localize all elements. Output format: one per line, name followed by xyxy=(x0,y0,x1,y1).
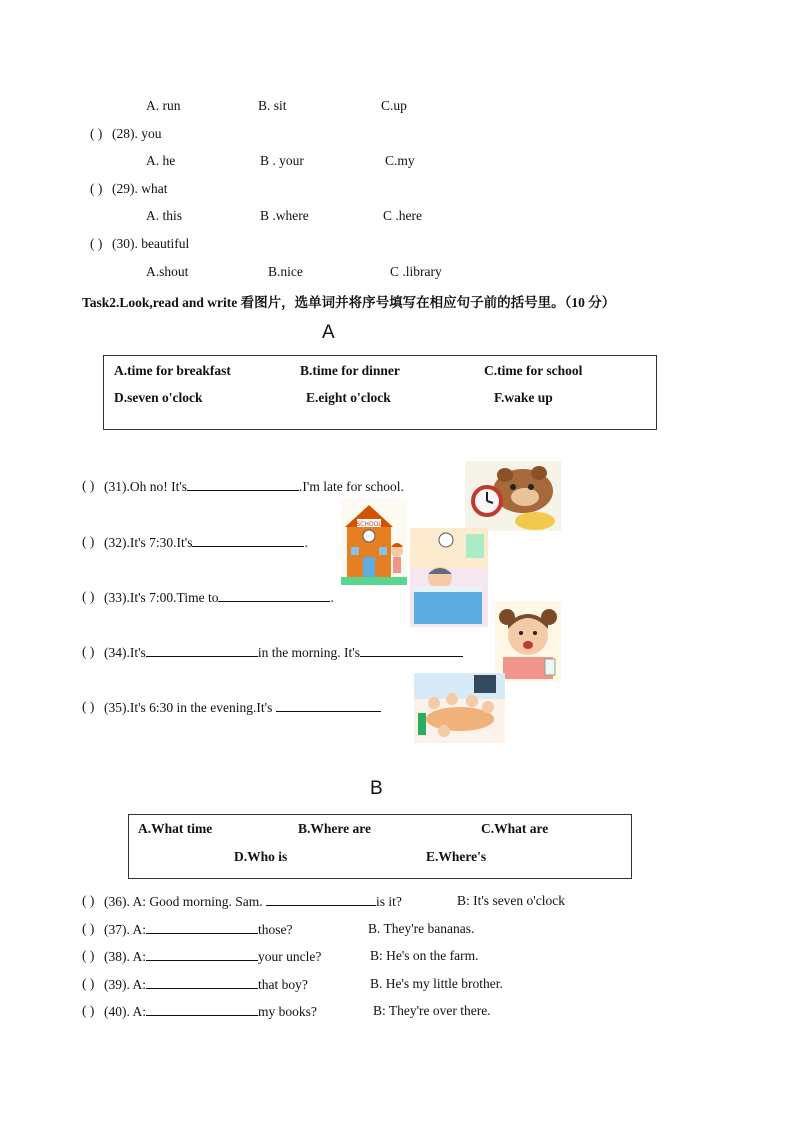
section-a-word-bank xyxy=(103,355,657,430)
q37-text xyxy=(104,921,293,938)
q35-paren[interactable]: ( ) xyxy=(82,699,95,714)
q32-pre: (32).It's 7:30.It's xyxy=(104,535,193,550)
q31-blank[interactable] xyxy=(187,478,299,491)
q31-post: .I'm late for school. xyxy=(299,479,404,494)
q29-option-a: A. this xyxy=(146,208,183,223)
q29-stem: (29). what xyxy=(112,181,168,196)
word-bank-option: A.time for breakfast xyxy=(114,363,231,378)
q37-answer: B. They're bananas. xyxy=(368,921,475,936)
q39-mid: that boy? xyxy=(258,977,308,992)
q33-paren[interactable]: ( ) xyxy=(82,589,95,604)
q34-blank-1[interactable] xyxy=(146,644,258,657)
word-bank-option: D.seven o'clock xyxy=(114,390,203,405)
q31-text xyxy=(104,478,404,495)
q34-paren[interactable]: ( ) xyxy=(82,644,95,659)
q31-paren[interactable]: ( ) xyxy=(82,478,95,493)
q32-paren[interactable]: ( ) xyxy=(82,534,95,549)
section-b-label: B xyxy=(370,778,383,799)
q37-pre: (37). A: xyxy=(104,922,146,937)
q30-option-a: A.shout xyxy=(146,264,189,279)
q29-option-b: B .where xyxy=(260,208,309,223)
svg-text:SCHOOL: SCHOOL xyxy=(356,521,382,528)
q27-option-a: A. run xyxy=(146,98,181,113)
q34-blank-2[interactable] xyxy=(360,644,463,657)
wake-up-image xyxy=(410,528,488,627)
q36-mid: is it? xyxy=(376,894,402,909)
word-bank-option: D.Who is xyxy=(234,849,288,864)
q40-blank[interactable] xyxy=(146,1003,258,1016)
q40-paren[interactable]: ( ) xyxy=(82,1003,95,1018)
q36-text xyxy=(104,893,402,910)
word-bank-option: C.time for school xyxy=(484,363,583,378)
q34-pre: (34).It's xyxy=(104,645,146,660)
q38-pre: (38). A: xyxy=(104,949,146,964)
q33-post: . xyxy=(330,590,334,605)
q38-text xyxy=(104,948,321,965)
q28-option-c: C.my xyxy=(385,153,415,168)
q37-mid: those? xyxy=(258,922,293,937)
school-image xyxy=(341,499,407,585)
q40-text xyxy=(104,1003,317,1020)
word-bank-option: B.time for dinner xyxy=(300,363,400,378)
q40-mid: my books? xyxy=(258,1004,317,1019)
q39-text xyxy=(104,976,308,993)
clock-animal-image xyxy=(465,461,561,531)
q34-mid: in the morning. It's xyxy=(257,645,360,660)
breakfast-image xyxy=(495,601,561,681)
q36-answer: B: It's seven o'clock xyxy=(457,893,565,908)
word-bank-option: C.What are xyxy=(481,821,549,836)
q30-paren[interactable]: ( ) xyxy=(90,236,103,251)
section-a-label: A xyxy=(322,322,335,343)
q35-pre: (35).It's 6:30 in the evening.It's xyxy=(104,700,273,715)
q39-blank[interactable] xyxy=(146,976,258,989)
q33-blank[interactable] xyxy=(218,589,330,602)
q38-mid: your uncle? xyxy=(258,949,322,964)
q36-blank[interactable] xyxy=(266,893,376,906)
q37-paren[interactable]: ( ) xyxy=(82,921,95,936)
q33-text xyxy=(104,589,334,606)
q39-pre: (39). A: xyxy=(104,977,146,992)
q29-option-c: C .here xyxy=(383,208,422,223)
q30-option-b: B.nice xyxy=(268,264,303,279)
q30-stem: (30). beautiful xyxy=(112,236,190,251)
q33-pre: (33).It's 7:00.Time to xyxy=(104,590,219,605)
q29-paren[interactable]: ( ) xyxy=(90,181,103,196)
word-bank-option: A.What time xyxy=(138,821,213,836)
word-bank-option: E.Where's xyxy=(426,849,487,864)
q30-option-c: C .library xyxy=(390,264,442,279)
q35-blank[interactable] xyxy=(276,699,381,712)
q35-text xyxy=(104,699,381,716)
q39-paren[interactable]: ( ) xyxy=(82,976,95,991)
q28-stem: (28). you xyxy=(112,126,162,141)
q34-text xyxy=(104,644,463,661)
q38-blank[interactable] xyxy=(146,948,258,961)
word-bank-option: F.wake up xyxy=(494,390,553,405)
q40-answer: B: They're over there. xyxy=(373,1003,491,1018)
q39-answer: B. He's my little brother. xyxy=(370,976,503,991)
q28-paren[interactable]: ( ) xyxy=(90,126,103,141)
q32-post: . xyxy=(304,535,308,550)
q32-blank[interactable] xyxy=(192,534,304,547)
q32-text xyxy=(104,534,308,551)
dinner-image xyxy=(414,673,505,743)
q37-blank[interactable] xyxy=(146,921,258,934)
q27-option-c: C.up xyxy=(381,98,407,113)
q40-pre: (40). A: xyxy=(104,1004,146,1019)
q38-answer: B: He's on the farm. xyxy=(370,948,479,963)
word-bank-option: E.eight o'clock xyxy=(306,390,391,405)
q36-paren[interactable]: ( ) xyxy=(82,893,95,908)
q38-paren[interactable]: ( ) xyxy=(82,948,95,963)
q36-pre: (36). A: Good morning. Sam. xyxy=(104,894,263,909)
word-bank-option: B.Where are xyxy=(298,821,371,836)
q31-pre: (31).Oh no! It's xyxy=(104,479,188,494)
q27-option-b: B. sit xyxy=(258,98,287,113)
q28-option-b: B . your xyxy=(260,153,304,168)
q28-option-a: A. he xyxy=(146,153,176,168)
section-b-word-bank xyxy=(128,814,632,879)
task2-title: Task2.Look,read and write 看图片，选单词并将序号填写在相应句子前的括号里。（10 分） xyxy=(82,295,616,310)
